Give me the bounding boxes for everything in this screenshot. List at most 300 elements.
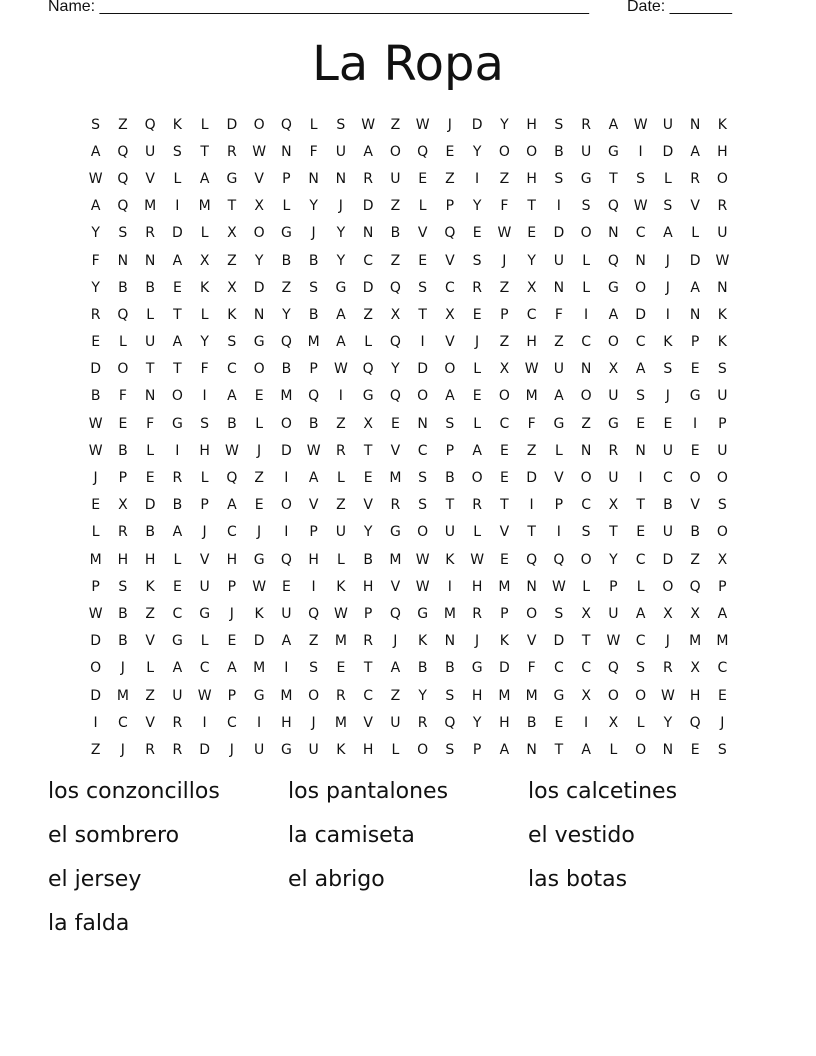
- grid-letter: U: [335, 143, 346, 160]
- grid-letter: S: [418, 470, 428, 487]
- grid-letter: B: [118, 633, 128, 650]
- grid-letter: C: [717, 660, 728, 677]
- grid-letter: X: [526, 279, 537, 296]
- grid-letter: E: [281, 578, 291, 595]
- grid-letter: G: [171, 633, 183, 650]
- grid-letter: G: [253, 551, 265, 568]
- grid-letter: F: [554, 306, 563, 323]
- grid-letter: L: [663, 170, 672, 187]
- grid-letter: O: [716, 470, 728, 487]
- grid-letter: I: [202, 388, 207, 405]
- grid-letter: W: [415, 551, 430, 568]
- grid-letter: Z: [254, 470, 264, 487]
- grid-letter: N: [417, 415, 428, 432]
- grid-letter: S: [91, 116, 101, 133]
- grid-letter: Q: [280, 116, 292, 133]
- grid-letter: N: [144, 388, 156, 405]
- grid-letter: G: [199, 605, 211, 622]
- grid-letter: T: [200, 143, 209, 160]
- grid-letter: A: [172, 524, 183, 541]
- grid-letter: P: [227, 578, 237, 595]
- grid-letter: W: [633, 198, 648, 215]
- grid-letter: N: [144, 252, 156, 269]
- grid-letter: I: [693, 415, 698, 432]
- grid-letter: S: [717, 741, 727, 758]
- grid-letter: E: [717, 687, 727, 704]
- grid-letter: M: [689, 633, 702, 650]
- grid-letter: O: [444, 361, 456, 378]
- grid-letter: P: [554, 497, 564, 514]
- grid-letter: Q: [607, 252, 619, 269]
- grid-letter: J: [447, 116, 452, 133]
- grid-letter: F: [309, 143, 318, 160]
- grid-letter: J: [338, 198, 343, 215]
- grid-letter: Q: [389, 605, 401, 622]
- grid-letter: E: [118, 415, 128, 432]
- grid-letter: X: [363, 415, 373, 432]
- grid-letter: C: [635, 225, 646, 242]
- grid-letter: J: [311, 225, 316, 242]
- grid-letter: S: [636, 388, 646, 405]
- grid-letter: S: [118, 225, 128, 242]
- grid-letter: U: [335, 524, 346, 541]
- grid-letter: A: [608, 306, 619, 323]
- grid-letter: N: [717, 279, 728, 296]
- grid-letter: X: [581, 605, 591, 622]
- grid-letter: C: [226, 714, 237, 731]
- grid-letter: V: [445, 252, 455, 269]
- grid-letter: J: [665, 633, 670, 650]
- grid-letter: E: [527, 225, 537, 242]
- grid-letter: E: [472, 388, 482, 405]
- grid-letter: V: [363, 714, 373, 731]
- grid-letter: N: [444, 633, 456, 650]
- grid-letter: X: [254, 198, 264, 215]
- grid-letter: H: [362, 741, 374, 758]
- grid-letter: N: [117, 252, 129, 269]
- grid-letter: O: [526, 605, 538, 622]
- grid-letter: Y: [336, 252, 346, 269]
- grid-letter: L: [418, 198, 427, 215]
- grid-letter: L: [309, 116, 318, 133]
- grid-letter: A: [308, 470, 319, 487]
- grid-letter: E: [472, 225, 482, 242]
- grid-letter: E: [690, 741, 700, 758]
- grid-letter: O: [580, 551, 592, 568]
- grid-letter: O: [417, 524, 429, 541]
- grid-letter: C: [226, 361, 237, 378]
- grid-letter: O: [716, 170, 728, 187]
- grid-letter: Q: [417, 143, 429, 160]
- word-list-item: los pantalones: [288, 779, 449, 804]
- grid-letter: X: [608, 714, 619, 731]
- grid-letter: O: [471, 470, 483, 487]
- grid-letter: H: [499, 714, 510, 731]
- grid-letter: E: [690, 442, 700, 459]
- grid-letter: A: [172, 252, 183, 269]
- word-list-item: el vestido: [528, 823, 635, 848]
- grid-letter: M: [253, 660, 266, 677]
- grid-letter: Q: [389, 279, 401, 296]
- grid-letter: Y: [282, 306, 291, 323]
- grid-letter: P: [309, 524, 318, 541]
- grid-letter: C: [635, 551, 646, 568]
- grid-letter: D: [689, 252, 701, 269]
- grid-letter: U: [608, 470, 619, 487]
- grid-letter: A: [472, 442, 482, 459]
- grid-letter: M: [198, 198, 211, 215]
- grid-letter: E: [91, 497, 101, 514]
- grid-letter: J: [665, 388, 670, 405]
- grid-letter: R: [227, 143, 237, 160]
- word-list-item: las botas: [528, 867, 628, 892]
- grid-letter: O: [526, 143, 538, 160]
- grid-letter: S: [636, 170, 646, 187]
- grid-letter: X: [118, 497, 128, 514]
- grid-letter: V: [417, 225, 428, 242]
- grid-letter: E: [418, 170, 428, 187]
- grid-letter: Z: [445, 170, 455, 187]
- grid-letter: W: [551, 578, 566, 595]
- grid-letter: B: [118, 605, 128, 622]
- grid-letter: L: [609, 741, 618, 758]
- grid-letter: Y: [418, 687, 427, 704]
- grid-letter: U: [662, 116, 673, 133]
- grid-letter: J: [665, 279, 670, 296]
- grid-letter: J: [120, 660, 125, 677]
- grid-letter: K: [418, 633, 428, 650]
- grid-letter: Z: [499, 334, 510, 351]
- grid-letter: P: [718, 578, 727, 595]
- grid-letter: M: [307, 334, 320, 351]
- grid-letter: L: [691, 225, 700, 242]
- grid-letter: U: [254, 741, 265, 758]
- grid-letter: N: [580, 442, 592, 459]
- grid-letter: G: [171, 415, 183, 432]
- grid-letter: Z: [690, 551, 700, 568]
- grid-letter: Y: [309, 198, 318, 215]
- grid-letter: E: [227, 633, 237, 650]
- grid-letter: V: [499, 524, 510, 541]
- grid-letter: I: [93, 714, 98, 731]
- grid-letter: D: [253, 633, 265, 650]
- grid-letter: U: [145, 334, 156, 351]
- grid-letter: Q: [280, 551, 292, 568]
- grid-letter: U: [581, 143, 592, 160]
- grid-letter: S: [554, 605, 564, 622]
- grid-letter: V: [199, 551, 210, 568]
- grid-letter: T: [173, 361, 182, 378]
- grid-letter: G: [417, 605, 429, 622]
- grid-letter: P: [500, 306, 509, 323]
- grid-letter: J: [257, 442, 262, 459]
- grid-letter: K: [717, 306, 727, 323]
- grid-letter: Z: [336, 497, 346, 514]
- grid-letter: D: [253, 279, 265, 296]
- grid-row: [82, 546, 736, 573]
- grid-letter: O: [635, 279, 647, 296]
- grid-letter: L: [391, 741, 400, 758]
- grid-letter: K: [200, 279, 210, 296]
- grid-letter: Z: [336, 415, 346, 432]
- grid-letter: D: [662, 143, 674, 160]
- word-list-item: el abrigo: [288, 867, 385, 892]
- grid-row: [82, 220, 736, 247]
- grid-letter: Q: [117, 143, 129, 160]
- grid-letter: T: [173, 306, 182, 323]
- grid-letter: N: [281, 143, 292, 160]
- grid-letter: J: [229, 605, 234, 622]
- grid-letter: X: [690, 605, 700, 622]
- grid-letter: G: [253, 687, 265, 704]
- grid-letter: B: [308, 415, 319, 432]
- grid-letter: E: [91, 334, 101, 351]
- grid-letter: L: [200, 116, 209, 133]
- grid-letter: P: [91, 578, 100, 595]
- grid-letter: U: [608, 388, 619, 405]
- grid-letter: V: [445, 334, 455, 351]
- grid-letter: U: [390, 714, 401, 731]
- grid-letter: O: [253, 225, 265, 242]
- grid-letter: R: [145, 741, 155, 758]
- grid-letter: K: [336, 578, 346, 595]
- grid-letter: M: [280, 687, 293, 704]
- grid-letter: U: [553, 252, 564, 269]
- grid-letter: S: [717, 361, 727, 378]
- grid-letter: R: [363, 170, 373, 187]
- grid-letter: R: [90, 306, 101, 323]
- grid-row: [82, 736, 736, 763]
- grid-letter: E: [445, 143, 455, 160]
- grid-letter: W: [88, 442, 103, 459]
- grid-letter: E: [554, 714, 564, 731]
- grid-letter: Z: [581, 415, 591, 432]
- grid-letter: D: [553, 225, 565, 242]
- grid-letter: W: [333, 361, 348, 378]
- grid-letter: G: [335, 279, 347, 296]
- grid-letter: J: [665, 252, 670, 269]
- grid-letter: L: [636, 714, 645, 731]
- grid-letter: R: [118, 524, 128, 541]
- grid-letter: C: [581, 660, 592, 677]
- grid-letter: M: [389, 470, 402, 487]
- grid-letter: O: [607, 334, 619, 351]
- grid-letter: K: [172, 116, 182, 133]
- grid-letter: U: [308, 741, 319, 758]
- grid-letter: W: [88, 605, 103, 622]
- grid-letter: R: [145, 225, 155, 242]
- grid-letter: Q: [607, 198, 619, 215]
- grid-letter: A: [717, 605, 728, 622]
- grid-letter: E: [172, 578, 182, 595]
- grid-letter: U: [172, 687, 183, 704]
- grid-letter: G: [607, 143, 619, 160]
- grid-letter: I: [420, 334, 425, 351]
- grid-letter: R: [581, 116, 591, 133]
- grid-letter: G: [689, 388, 701, 405]
- grid-letter: X: [390, 306, 401, 323]
- grid-letter: O: [280, 497, 292, 514]
- grid-letter: E: [336, 660, 346, 677]
- grid-letter: O: [689, 470, 701, 487]
- grid-letter: H: [471, 687, 483, 704]
- grid-letter: E: [663, 415, 673, 432]
- grid-row: [82, 301, 736, 328]
- grid-letter: V: [526, 633, 537, 650]
- grid-letter: Q: [308, 605, 320, 622]
- grid-letter: M: [498, 687, 511, 704]
- grid-letter: B: [690, 524, 700, 541]
- grid-letter: M: [334, 714, 347, 731]
- grid-letter: X: [690, 660, 700, 677]
- grid-letter: X: [227, 225, 237, 242]
- grid-letter: S: [554, 116, 564, 133]
- grid-letter: W: [660, 687, 675, 704]
- grid-letter: R: [172, 741, 183, 758]
- grid-letter: O: [389, 143, 401, 160]
- grid-letter: A: [690, 143, 700, 160]
- grid-letter: R: [336, 442, 346, 459]
- grid-letter: B: [445, 660, 455, 677]
- grid-letter: R: [663, 660, 673, 677]
- grid-letter: U: [390, 170, 401, 187]
- grid-row: [82, 329, 736, 356]
- grid-letter: W: [333, 605, 348, 622]
- grid-letter: P: [690, 334, 700, 351]
- grid-row: [82, 247, 736, 274]
- grid-letter: T: [636, 497, 645, 514]
- grid-row: [82, 682, 736, 709]
- grid-letter: F: [500, 198, 509, 215]
- grid-letter: A: [227, 388, 237, 405]
- grid-letter: A: [608, 116, 619, 133]
- grid-letter: B: [118, 442, 128, 459]
- grid-letter: F: [118, 388, 127, 405]
- grid-letter: R: [690, 170, 700, 187]
- grid-letter: I: [529, 497, 534, 514]
- grid-letter: Y: [472, 143, 482, 160]
- grid-letter: X: [581, 687, 591, 704]
- grid-letter: P: [445, 198, 455, 215]
- word-list-item: los calcetines: [528, 779, 678, 804]
- grid-letter: Z: [145, 687, 155, 704]
- grid-letter: A: [690, 279, 700, 296]
- grid-letter: G: [389, 524, 401, 541]
- grid-letter: Q: [117, 306, 129, 323]
- grid-letter: D: [226, 116, 238, 133]
- grid-row: [82, 138, 736, 165]
- grid-letter: M: [334, 633, 347, 650]
- grid-letter: L: [473, 415, 482, 432]
- grid-letter: P: [472, 741, 482, 758]
- grid-letter: W: [224, 442, 239, 459]
- grid-letter: A: [336, 334, 346, 351]
- grid-letter: H: [226, 551, 238, 568]
- grid-letter: I: [556, 198, 561, 215]
- grid-letter: U: [717, 388, 728, 405]
- grid-letter: P: [227, 687, 237, 704]
- grid-letter: O: [280, 415, 292, 432]
- grid-letter: L: [582, 578, 591, 595]
- grid-letter: S: [636, 660, 646, 677]
- grid-letter: O: [662, 578, 674, 595]
- grid-letter: Y: [391, 361, 400, 378]
- grid-letter: T: [554, 741, 564, 758]
- grid-letter: D: [553, 633, 565, 650]
- grid-letter: D: [471, 116, 483, 133]
- grid-letter: G: [471, 660, 483, 677]
- grid-letter: N: [335, 170, 347, 187]
- grid-letter: W: [415, 578, 430, 595]
- grid-letter: H: [717, 143, 728, 160]
- grid-letter: K: [717, 116, 727, 133]
- grid-letter: S: [118, 578, 128, 595]
- grid-letter: E: [145, 470, 155, 487]
- grid-letter: C: [581, 497, 592, 514]
- grid-letter: O: [498, 388, 510, 405]
- name-field-line: Name: _______________________________________________________: [48, 0, 589, 15]
- grid-letter: A: [581, 741, 591, 758]
- grid-letter: C: [499, 415, 510, 432]
- grid-letter: T: [227, 198, 237, 215]
- grid-letter: C: [417, 442, 428, 459]
- grid-letter: L: [255, 415, 264, 432]
- grid-letter: P: [309, 361, 318, 378]
- grid-letter: L: [146, 442, 155, 459]
- grid-letter: I: [284, 470, 289, 487]
- grid-letter: K: [445, 551, 455, 568]
- grid-letter: Z: [363, 306, 373, 323]
- grid-letter: P: [718, 415, 727, 432]
- grid-letter: S: [227, 334, 237, 351]
- grid-letter: Z: [526, 442, 537, 459]
- grid-letter: C: [635, 633, 646, 650]
- grid-letter: F: [91, 252, 100, 269]
- grid-row: [82, 600, 736, 627]
- grid-letter: Q: [362, 361, 374, 378]
- grid-letter: C: [226, 524, 237, 541]
- grid-letter: E: [636, 415, 646, 432]
- grid-letter: Z: [90, 741, 101, 758]
- grid-letter: W: [88, 415, 103, 432]
- grid-letter: T: [527, 198, 536, 215]
- grid-letter: D: [362, 198, 374, 215]
- grid-letter: P: [363, 605, 373, 622]
- grid-letter: Q: [526, 551, 538, 568]
- grid-letter: C: [444, 279, 455, 296]
- word-list-item: la falda: [48, 911, 130, 936]
- grid-letter: H: [117, 551, 129, 568]
- grid-letter: B: [145, 524, 155, 541]
- grid-letter: V: [308, 497, 319, 514]
- grid-letter: N: [308, 170, 319, 187]
- grid-letter: B: [308, 306, 319, 323]
- grid-letter: L: [636, 578, 645, 595]
- grid-letter: E: [172, 279, 182, 296]
- grid-letter: B: [390, 225, 401, 242]
- grid-letter: U: [608, 605, 619, 622]
- grid-letter: A: [363, 143, 373, 160]
- grid-letter: S: [336, 116, 346, 133]
- grid-letter: R: [363, 633, 373, 650]
- grid-letter: Q: [607, 660, 619, 677]
- grid-letter: X: [608, 361, 619, 378]
- grid-letter: J: [311, 714, 316, 731]
- grid-letter: V: [145, 714, 155, 731]
- grid-letter: W: [306, 442, 321, 459]
- grid-letter: Z: [281, 279, 292, 296]
- grid-letter: O: [580, 388, 592, 405]
